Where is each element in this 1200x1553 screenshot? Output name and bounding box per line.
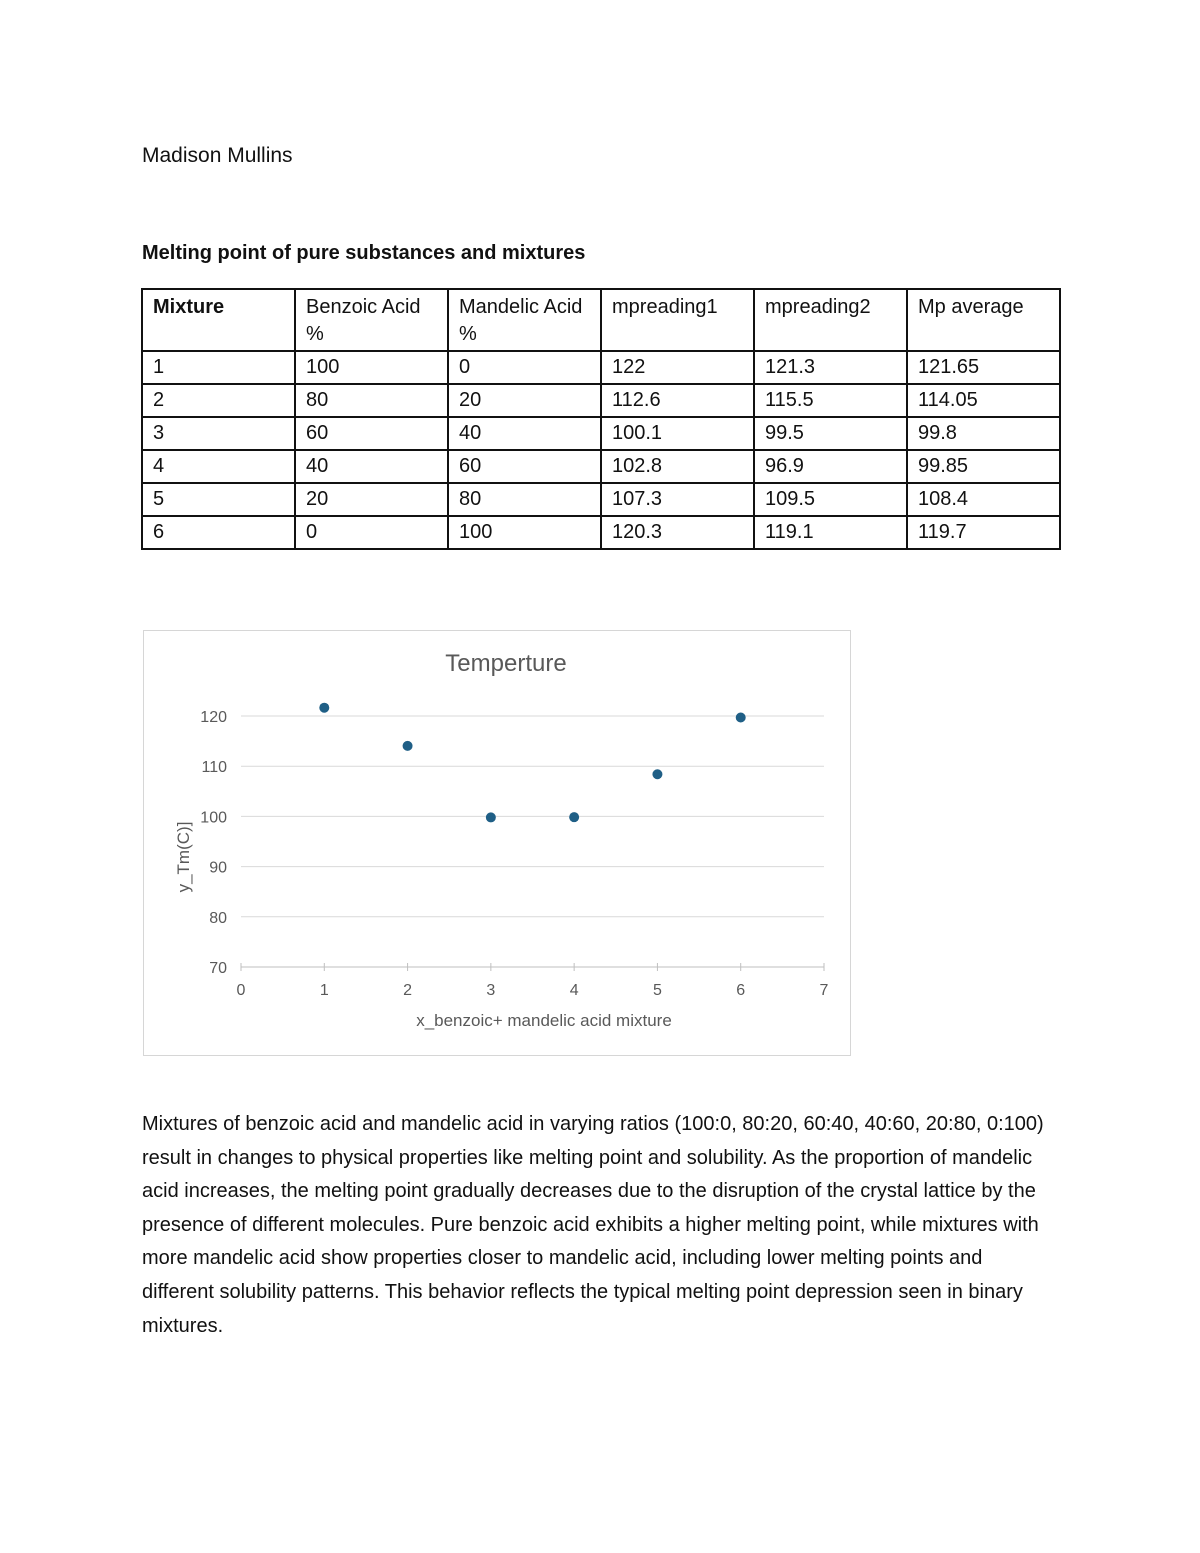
cell-average: 121.65 bbox=[907, 351, 1060, 384]
author-name: Madison Mullins bbox=[142, 144, 293, 167]
header-reading2: mpreading2 bbox=[754, 289, 907, 351]
cell-benzoic: 60 bbox=[295, 417, 448, 450]
cell-reading1: 102.8 bbox=[601, 450, 754, 483]
table-row bbox=[142, 450, 1060, 483]
temperature-chart bbox=[143, 630, 851, 1056]
chart-x-tick-label: 5 bbox=[652, 982, 662, 999]
cell-mixture: 2 bbox=[142, 384, 295, 417]
table-heading: Melting point of pure substances and mixtures bbox=[142, 242, 586, 264]
table-row bbox=[142, 351, 1060, 384]
melting-point-table bbox=[141, 288, 1061, 550]
cell-reading2: 121.3 bbox=[754, 351, 907, 384]
cell-mixture: 6 bbox=[142, 516, 295, 549]
cell-reading1: 112.6 bbox=[601, 384, 754, 417]
cell-average: 99.85 bbox=[907, 450, 1060, 483]
cell-reading2: 115.5 bbox=[754, 384, 907, 417]
chart-x-tick-label: 4 bbox=[569, 982, 579, 999]
chart-y-tick-label: 90 bbox=[209, 859, 227, 877]
cell-average: 99.8 bbox=[907, 417, 1060, 450]
table-header-row bbox=[142, 289, 1060, 351]
chart-x-axis-label: x_benzoic+ mandelic acid mixture bbox=[416, 1011, 672, 1030]
chart-y-tick-label: 80 bbox=[209, 909, 227, 927]
cell-mandelic: 0 bbox=[448, 351, 601, 384]
cell-reading1: 100.1 bbox=[601, 417, 754, 450]
cell-benzoic: 40 bbox=[295, 450, 448, 483]
cell-mixture: 5 bbox=[142, 483, 295, 516]
chart-title: Temperture bbox=[445, 650, 567, 677]
cell-mandelic: 60 bbox=[448, 450, 601, 483]
chart-data-point bbox=[652, 769, 662, 779]
chart-y-tick-label: 110 bbox=[201, 759, 227, 777]
header-mandelic: Mandelic Acid % bbox=[448, 289, 601, 351]
header-benzoic: Benzoic Acid % bbox=[295, 289, 448, 351]
header-mixture: Mixture bbox=[142, 289, 295, 351]
cell-mandelic: 100 bbox=[448, 516, 601, 549]
chart-y-tick-label: 100 bbox=[200, 809, 227, 827]
chart-x-tick-label: 6 bbox=[736, 982, 746, 999]
chart-data-point bbox=[569, 812, 579, 822]
cell-mixture: 4 bbox=[142, 450, 295, 483]
header-average: Mp average bbox=[907, 289, 1060, 351]
cell-mixture: 3 bbox=[142, 417, 295, 450]
cell-average: 119.7 bbox=[907, 516, 1060, 549]
cell-reading1: 107.3 bbox=[601, 483, 754, 516]
cell-benzoic: 20 bbox=[295, 483, 448, 516]
cell-benzoic: 0 bbox=[295, 516, 448, 549]
chart-y-tick-label: 70 bbox=[209, 960, 227, 977]
table-row bbox=[142, 417, 1060, 450]
cell-benzoic: 100 bbox=[295, 351, 448, 384]
cell-reading2: 99.5 bbox=[754, 417, 907, 450]
cell-reading2: 96.9 bbox=[754, 450, 907, 483]
cell-mixture: 1 bbox=[142, 351, 295, 384]
chart-data-point bbox=[319, 703, 329, 713]
cell-average: 114.05 bbox=[907, 384, 1060, 417]
cell-mandelic: 80 bbox=[448, 483, 601, 516]
chart-data-point bbox=[403, 741, 413, 751]
chart-canvas bbox=[144, 631, 850, 1055]
chart-x-tick-label: 7 bbox=[819, 982, 829, 999]
chart-y-axis-label: y_Tm(C)] bbox=[174, 821, 193, 893]
chart-x-tick-label: 3 bbox=[486, 982, 496, 999]
cell-reading2: 109.5 bbox=[754, 483, 907, 516]
cell-mandelic: 40 bbox=[448, 417, 601, 450]
cell-reading1: 120.3 bbox=[601, 516, 754, 549]
chart-x-tick-label: 0 bbox=[236, 982, 246, 999]
table-row bbox=[142, 516, 1060, 549]
cell-average: 108.4 bbox=[907, 483, 1060, 516]
discussion-paragraph: Mixtures of benzoic acid and mandelic acid in varying ratios (100:0, 80:20, 60:40, 40:60, 20:80, 0:100) result in changes to physical properties like melting point and solubility. As the proportion of mandelic acid increases, the melting point gradually decreases due to the disruption of the crystal lattice by the presence of different molecules. Pure benzoic acid exhibits a higher melting point, while mixtures with more mandelic acid show properties closer to mandelic acid, including lower melting points and different solubility patterns. This behavior reflects the typical melting point depression seen in binary mixtures. bbox=[142, 1113, 1044, 1337]
chart-x-tick-label: 2 bbox=[403, 982, 413, 999]
cell-reading1: 122 bbox=[601, 351, 754, 384]
chart-y-tick-label: 120 bbox=[200, 709, 227, 726]
chart-data-point bbox=[486, 812, 496, 822]
cell-reading2: 119.1 bbox=[754, 516, 907, 549]
chart-data-point bbox=[736, 713, 746, 723]
table-row bbox=[142, 483, 1060, 516]
cell-benzoic: 80 bbox=[295, 384, 448, 417]
chart-x-tick-label: 1 bbox=[319, 982, 329, 999]
table-row bbox=[142, 384, 1060, 417]
cell-mandelic: 20 bbox=[448, 384, 601, 417]
header-reading1: mpreading1 bbox=[601, 289, 754, 351]
